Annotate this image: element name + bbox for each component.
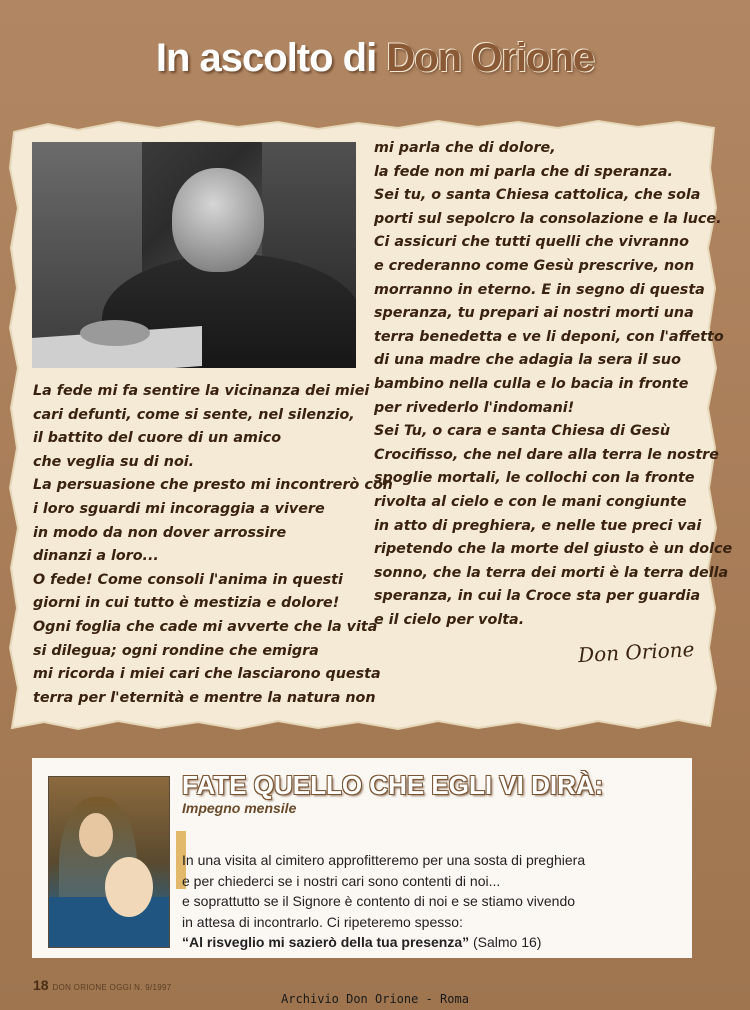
psalm-reference: (Salmo 16) bbox=[469, 934, 542, 950]
article-line: in modo da non dover arrossire bbox=[33, 524, 287, 541]
article-line: spoglie mortali, le collochi con la fronte bbox=[374, 470, 695, 487]
madonna-image bbox=[48, 776, 170, 948]
article-line: e crederanno come Gesù prescrive, non bbox=[374, 257, 695, 274]
article-line: terra benedetta e ve li deponi, con l'affetto bbox=[374, 328, 724, 345]
don-orione-photo bbox=[32, 142, 356, 368]
commitment-text bbox=[182, 850, 585, 953]
article-line: mi parla che di dolore, bbox=[374, 140, 556, 156]
archive-credit: Archivio Don Orione - Roma bbox=[281, 992, 469, 1006]
title-prefix: In ascolto di bbox=[155, 36, 387, 80]
article-line: per rivederlo l'indomani! bbox=[374, 399, 575, 416]
article-line: porti sul sepolcro la consolazione e la luce. bbox=[374, 210, 722, 227]
article-line: speranza, tu prepari ai nostri morti una bbox=[374, 305, 694, 322]
article-line: in atto di preghiera, e nelle tue preci vai bbox=[374, 517, 702, 534]
article-line: si dilegua; ogni rondine che emigra bbox=[33, 642, 319, 659]
article-line: e il cielo per volta. bbox=[374, 611, 525, 628]
article-text-right bbox=[374, 137, 733, 632]
article-line: Crocifisso, che nel dare alla terra le nostre bbox=[374, 446, 719, 463]
article-line: Ogni foglia che cade mi avverte che la vita bbox=[33, 618, 378, 635]
psalm-quote: “Al risveglio mi sazierò della tua presenza” bbox=[182, 934, 470, 950]
article-line: rivolta al cielo e con le mani congiunte bbox=[374, 493, 687, 510]
magazine-name: DON ORIONE OGGI N. 9/1997 bbox=[52, 983, 172, 992]
commitment-quote-line bbox=[182, 932, 585, 953]
article-line: mi ricorda i miei cari che lasciarono questa bbox=[33, 666, 381, 683]
title-name: Don Orione bbox=[386, 36, 595, 80]
article-line: sonno, che la terra dei morti è la terra della bbox=[374, 564, 729, 581]
page-footer bbox=[33, 977, 172, 993]
article-line: i loro sguardi mi incoraggia a vivere bbox=[33, 500, 325, 517]
article-line: Ci assicuri che tutti quelli che vivranno bbox=[374, 234, 689, 251]
article-line: O fede! Come consoli l'anima in questi bbox=[33, 571, 343, 588]
article-line: La fede mi fa sentire la vicinanza dei miei bbox=[33, 383, 370, 399]
article-line: La persuasione che presto mi incontrerò con bbox=[33, 477, 393, 494]
commitment-line: In una visita al cimitero approfitteremo per una sosta di preghiera bbox=[182, 852, 586, 868]
article-line: terra per l'eternità e mentre la natura non bbox=[33, 689, 376, 706]
article-line: Sei Tu, o cara e santa Chiesa di Gesù bbox=[374, 423, 671, 440]
article-line: cari defunti, come si sente, nel silenzio, bbox=[33, 406, 355, 423]
signature: Don Orione bbox=[577, 637, 695, 668]
commitment-title: FATE QUELLO CHE EGLI VI DIRÀ: bbox=[182, 770, 604, 800]
article-line: speranza, in cui la Croce sta per guardia bbox=[374, 588, 701, 605]
page-number: 18 bbox=[33, 977, 49, 993]
commitment-line: e per chiederci se i nostri cari sono contenti di noi... bbox=[182, 872, 501, 889]
article-line: dinanzi a loro... bbox=[33, 548, 159, 565]
article-line: morranno in eterno. E in segno di questa bbox=[374, 281, 705, 298]
commitment-line: e soprattutto se il Signore è contento di noi e se stiamo vivendo bbox=[182, 893, 576, 909]
article-line: Sei tu, o santa Chiesa cattolica, che sola bbox=[374, 187, 701, 204]
article-line: di una madre che adagia la sera il suo bbox=[374, 352, 681, 369]
commitment-line: in attesa di incontrarlo. Ci ripeteremo spesso: bbox=[182, 913, 463, 930]
commitment-subtitle: Impegno mensile bbox=[182, 800, 297, 816]
article-line: ripetendo che la morte del giusto è un dolce bbox=[374, 541, 733, 558]
page-title bbox=[0, 36, 750, 81]
article-line: il battito del cuore di un amico bbox=[33, 430, 282, 447]
article-line: bambino nella culla e lo bacia in fronte bbox=[374, 375, 689, 392]
article-text-left bbox=[33, 380, 393, 710]
article-line: che veglia su di noi. bbox=[33, 453, 195, 470]
article-line: giorni in cui tutto è mestizia e dolore! bbox=[33, 595, 340, 612]
article-line: la fede non mi parla che di speranza. bbox=[374, 163, 673, 180]
